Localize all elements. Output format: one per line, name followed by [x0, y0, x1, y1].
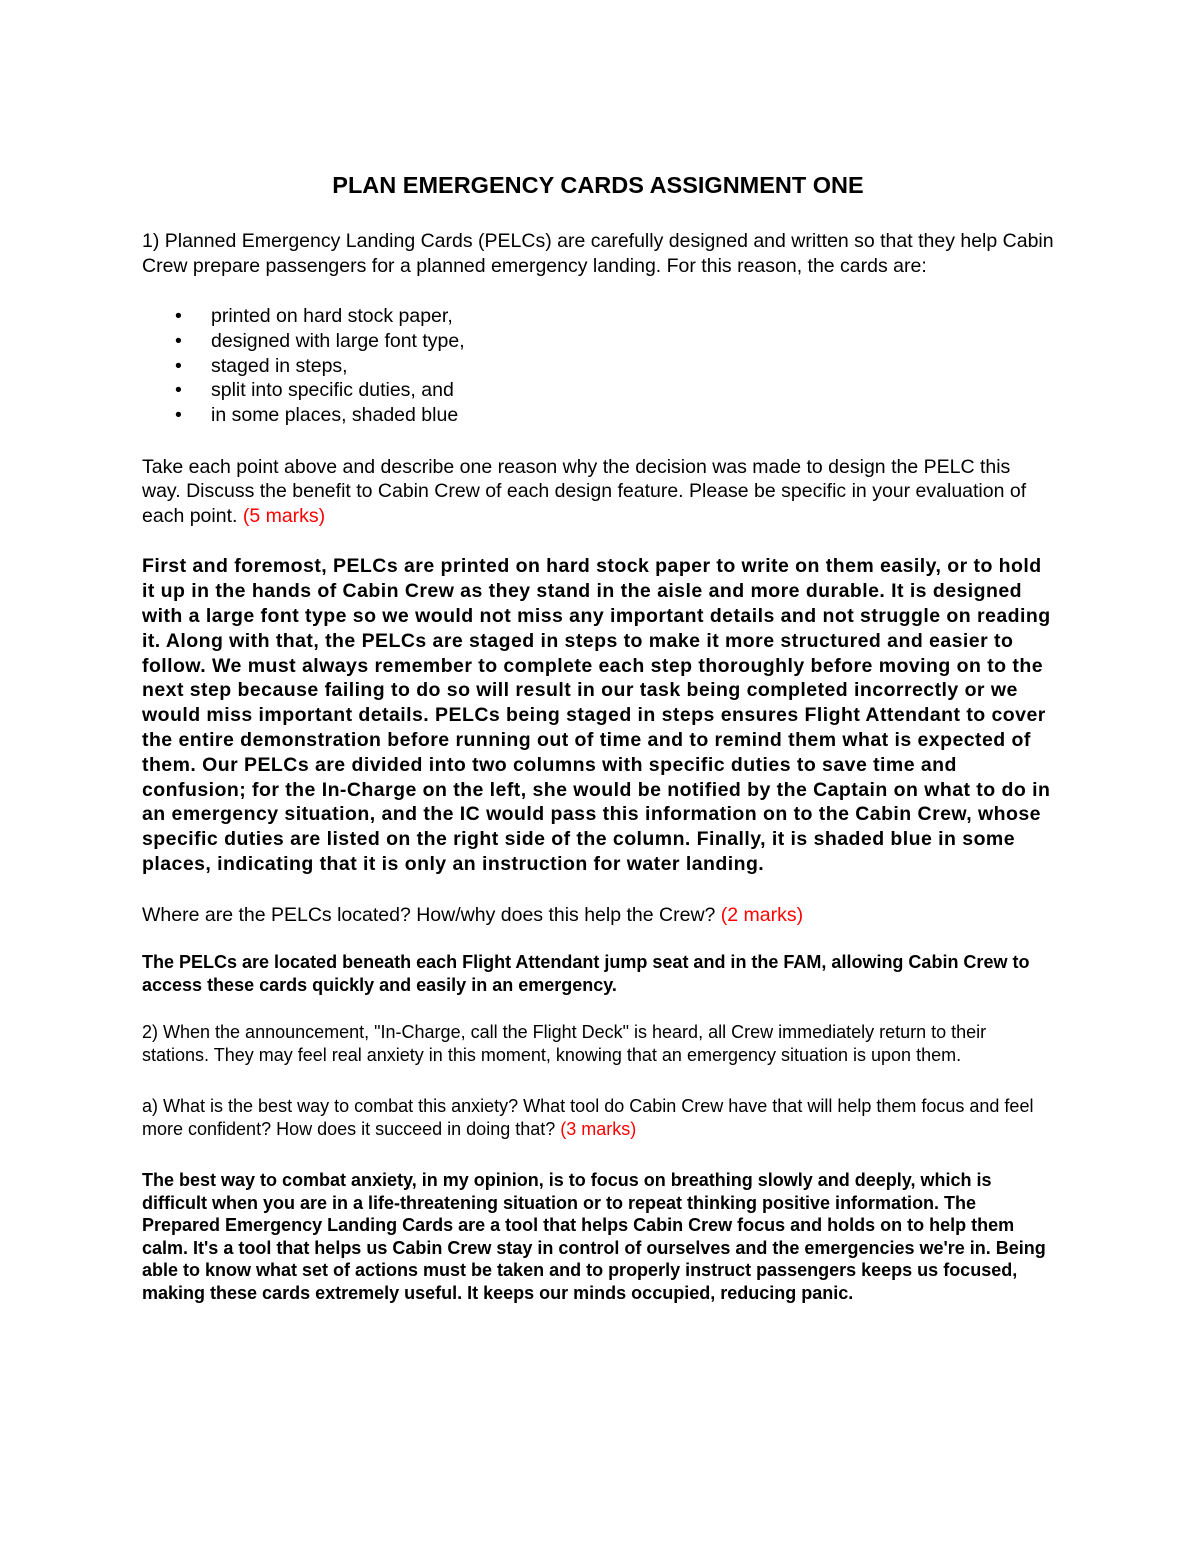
- page-title: PLAN EMERGENCY CARDS ASSIGNMENT ONE: [332, 172, 864, 198]
- design-features-list: [142, 304, 1054, 428]
- answer-1b: The PELCs are located beneath each Flight Attendant jump seat and in the FAM, allowing Cabin Crew to access these cards quickly and easily in an emergency.: [142, 952, 1030, 995]
- question-1-intro: 1) Planned Emergency Landing Cards (PELCs) are carefully designed and written so that they help Cabin Crew prepare passengers for a planned emergency landing. For this reason, the cards are:: [142, 230, 1054, 277]
- marks-label: (5 marks): [242, 504, 326, 527]
- answer-1: First and foremost, PELCs are printed on hard stock paper to write on them easily, or to hold it up in the hands of Cabin Crew as they stand in the aisle and more durable. It is designed with a large font type so we would not miss any important details and not struggle on reading it. Along with that, the PELCs are staged in steps to make it more structured and easier to follow. We must always remember to complete each step thoroughly before moving on to the next step because failing to do so will result in our task being completed incorrectly or we would miss important details. PELCs being staged in steps ensures Flight Attendant to cover the entire demonstration before running out of time and to remind them what is expected of them. Our PELCs are divided into two columns with specific duties to save time and confusion; for the In-Charge on the left, she would be notified by the Captain on what to do in an emergency situation, and the IC would pass this information on to the Cabin Crew, whose specific duties are listed on the right side of the column. Finally, it is shaded blue in some places, indicating that it is only an instruction for water landing.: [142, 555, 1051, 876]
- list-item: [142, 354, 1054, 379]
- list-item-text: split into specific duties, and: [211, 379, 454, 402]
- list-item-text: staged in steps,: [211, 354, 348, 377]
- list-item: [142, 329, 1054, 354]
- bullet-icon: •: [175, 379, 182, 402]
- marks-label: (3 marks): [560, 1119, 637, 1140]
- bullet-icon: •: [175, 354, 182, 377]
- marks-label: (2 marks): [720, 903, 804, 926]
- list-item: [142, 403, 1054, 428]
- document-page: [142, 170, 1054, 1304]
- list-item: [142, 378, 1054, 403]
- bullet-icon: •: [175, 404, 182, 427]
- list-item-text: in some places, shaded blue: [211, 404, 459, 427]
- list-item: [142, 304, 1054, 329]
- question-text: Take each point above and describe one reason why the decision was made to design the PELC this way. Discuss the benefit to Cabin Crew of each design feature. Please be specific in your evaluation of each point.: [142, 455, 1027, 527]
- list-item-text: designed with large font type,: [211, 329, 465, 352]
- list-item-text: printed on hard stock paper,: [211, 305, 453, 327]
- bullet-icon: •: [175, 329, 182, 352]
- answer-2a: The best way to combat anxiety, in my opinion, is to focus on breathing slowly and deeply, which is difficult when you are in a life-threatening situation or to repeat thinking positive information. The Prepared Emergency Landing Cards are a tool that helps Cabin Crew focus and holds on to help them calm. It's a tool that helps us Cabin Crew stay in control of ourselves and the emergencies we're in. Being able to know what set of actions must be taken and to properly instruct passengers keeps us focused, making these cards extremely useful. It keeps our minds occupied, reducing panic.: [142, 1170, 1046, 1303]
- question-text: Where are the PELCs located? How/why does this help the Crew?: [142, 903, 716, 926]
- question-text: a) What is the best way to combat this anxiety? What tool do Cabin Crew have that will help them focus and feel more confident? How does it succeed in doing that?: [142, 1096, 1034, 1140]
- question-2a: [142, 1095, 1054, 1141]
- bullet-icon: •: [175, 305, 182, 327]
- question-1-instruction: [142, 455, 1054, 529]
- question-1b: [142, 903, 1054, 928]
- question-2-intro: 2) When the announcement, "In-Charge, call the Flight Deck" is heard, all Crew immediately return to their stations. They may feel real anxiety in this moment, knowing that an emergency situation is upon them.: [142, 1022, 987, 1066]
